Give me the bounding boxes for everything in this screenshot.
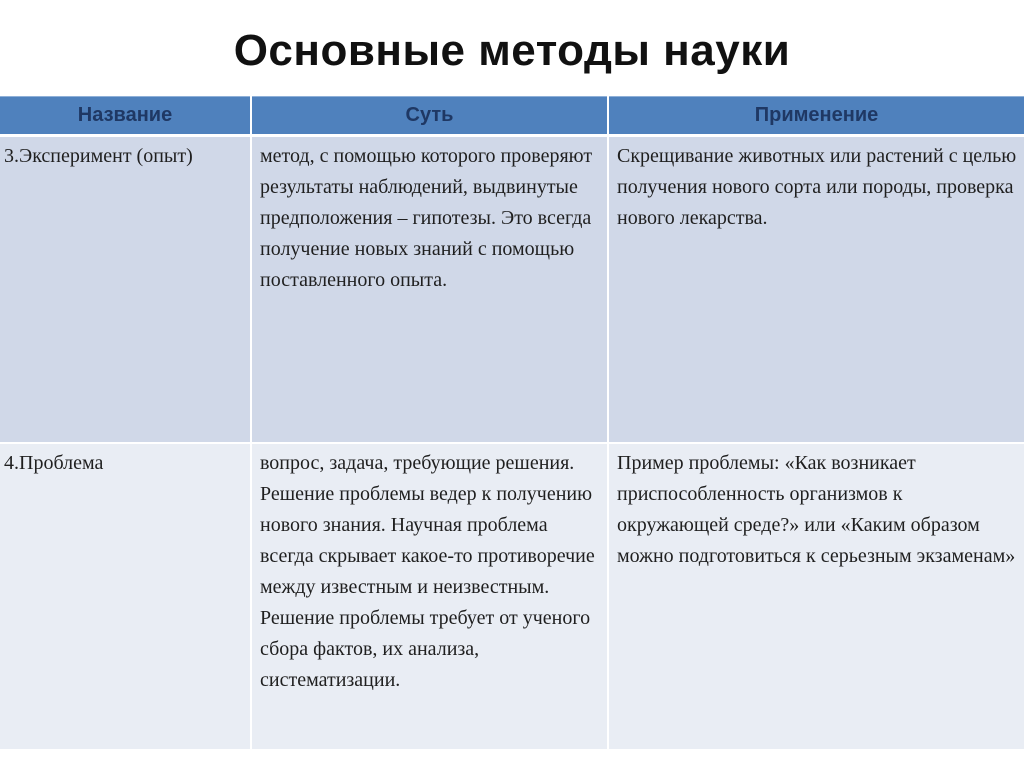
table-header-row [0,96,1024,136]
method-application-cell: Скрещивание животных или растений с целью получения нового сорта или породы, проверка нового лекарства. [608,136,1024,443]
methods-table [0,96,1024,751]
slide-title: Основные методы науки [233,26,791,75]
table-row [0,443,1024,750]
method-name-cell: 3.Эксперимент (опыт) [0,136,251,443]
column-header-application: Применение [608,96,1024,136]
column-header-essence: Суть [251,96,608,136]
method-essence-cell: метод, с помощью которого проверяют результаты наблюдений, выдвинутые предположения – гипотезы. Это всегда получение новых знаний с помощью поставленного опыта. [251,136,608,443]
column-header-name: Название [0,96,251,136]
table-row [0,136,1024,443]
method-essence-cell: вопрос, задача, требующие решения. Решение проблемы ведер к получению нового знания. Научная проблема всегда скрывает какое-то противоречие между известным и неизвестным. Решение проблемы требует от ученого сбора фактов, их анализа, систематизации. [251,443,608,750]
method-application-cell: Пример проблемы: «Как возникает приспособленность организмов к окружающей среде?» или «Каким образом можно подготовиться к серьезным экзаменам» [608,443,1024,750]
method-name-cell: 4.Проблема [0,443,251,750]
